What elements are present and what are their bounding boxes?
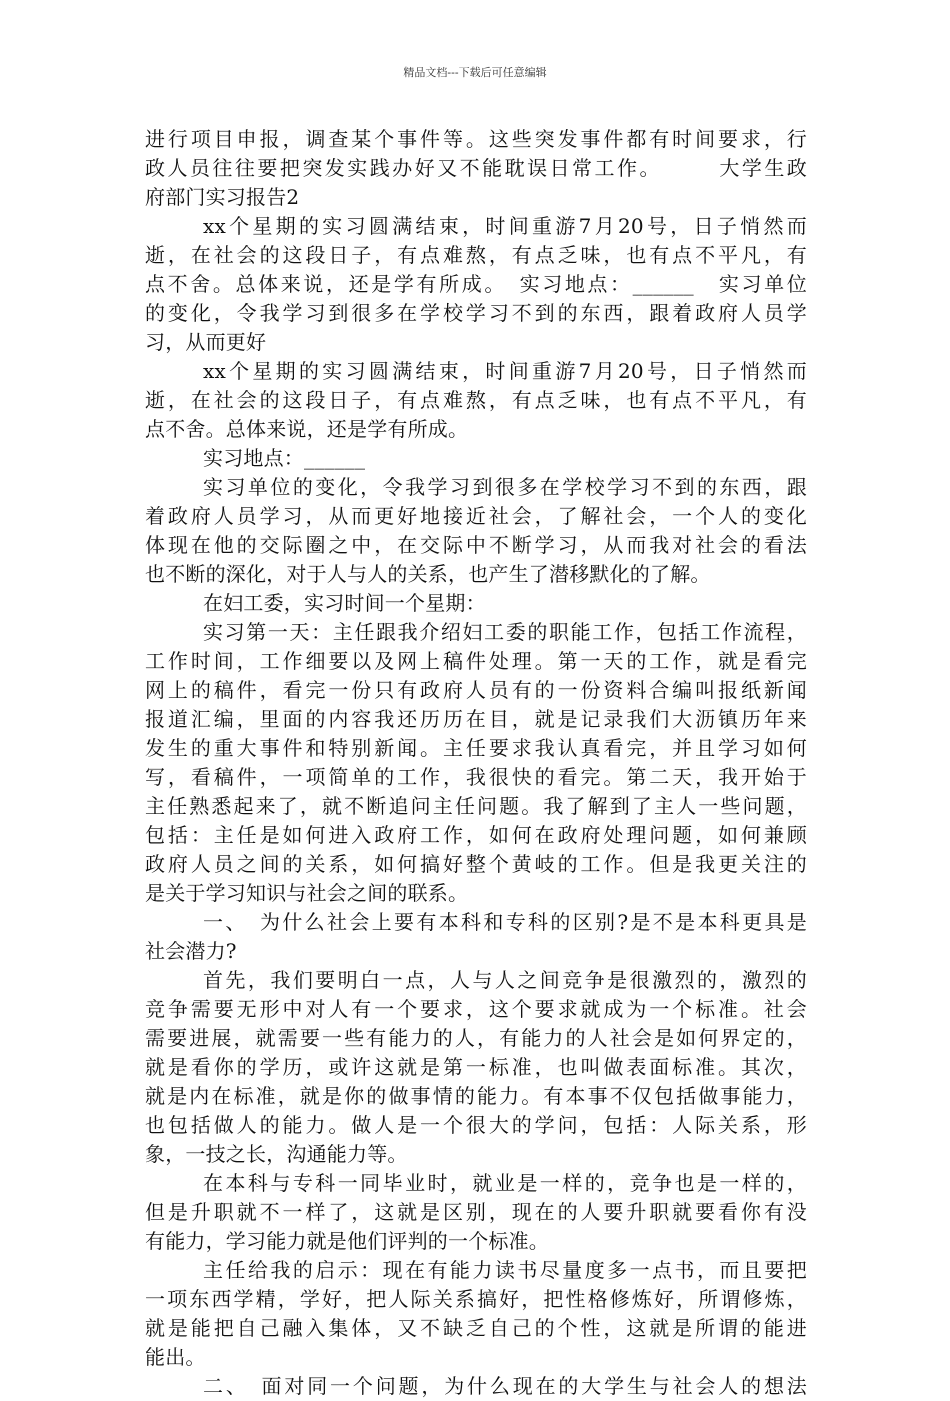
- text-line: 但是升职就不一样了，这就是区别，现在的人要升职就要看你有没: [145, 1200, 807, 1224]
- text-line: 包括：主任是如何进入政府工作，如何在政府处理问题，如何兼顾: [145, 823, 807, 847]
- text-line: 主任熟悉起来了，就不断追问主任问题。我了解到了主人一些问题，: [145, 794, 807, 818]
- text-line: 府部门实习报告2: [145, 185, 300, 209]
- document-body: [145, 125, 807, 1401]
- text-line: 点不舍。总体来说，还是学有所成。 实习地点：______ 实习单位: [145, 272, 807, 296]
- text-line: xx个星期的实习圆满结束，时间重游7月20号，日子悄然而: [203, 214, 807, 238]
- text-line: 也不断的深化，对于人与人的关系，也产生了潜移默化的了解。: [145, 562, 711, 586]
- text-line: 一项东西学精，学好，把人际关系搞好，把性格修炼好，所谓修炼，: [145, 1287, 807, 1311]
- text-line: 实习地点：______: [203, 446, 366, 470]
- text-line: 就是内在标准，就是你的做事情的能力。有本事不仅包括做事能力，: [145, 1084, 807, 1108]
- text-line: 有能力，学习能力就是他们评判的一个标准。: [145, 1229, 549, 1253]
- text-line: 首先，我们要明白一点，人与人之间竞争是很激烈的，激烈的: [203, 968, 807, 992]
- text-line: 着政府人员学习，从而更好地接近社会，了解社会，一个人的变化: [145, 504, 807, 528]
- text-line: 能出。: [145, 1345, 206, 1369]
- text-line: 政人员往往要把突发实践办好又不能耽误日常工作。 大学生政: [145, 156, 807, 180]
- text-line: 就是能把自己融入集体，又不缺乏自己的个性，这就是所谓的能进: [145, 1316, 807, 1340]
- text-line: 逝，在社会的这段日子，有点难熬，有点乏味，也有点不平凡，有: [145, 243, 807, 267]
- text-line: 点不舍。总体来说，还是学有所成。: [145, 417, 469, 441]
- text-line: 网上的稿件，看完一份只有政府人员有的一份资料合编叫报纸新闻: [145, 678, 807, 702]
- text-line: 象，一技之长，沟通能力等。: [145, 1142, 408, 1166]
- text-line: 政府人员之间的关系，如何搞好整个黄岐的工作。但是我更关注的: [145, 852, 807, 876]
- text-line: 在妇工委，实习时间一个星期：: [203, 591, 486, 615]
- text-line: 二、 面对同一个问题，为什么现在的大学生与社会人的想法: [203, 1374, 807, 1398]
- text-line: 社会潜力?: [145, 939, 237, 963]
- text-line: 逝，在社会的这段日子，有点难熬，有点乏味，也有点不平凡，有: [145, 388, 807, 412]
- text-line: 习，从而更好: [145, 330, 267, 354]
- text-line: 发生的重大事件和特别新闻。主任要求我认真看完，并且学习如何: [145, 736, 807, 760]
- text-line: 写，看稿件，一项简单的工作，我很快的看完。第二天，我开始于: [145, 765, 807, 789]
- text-line: 一、 为什么社会上要有本科和专科的区别?是不是本科更具是: [203, 910, 807, 934]
- text-line: 是关于学习知识与社会之间的联系。: [145, 881, 469, 905]
- text-line: 实习单位的变化，令我学习到很多在学校学习不到的东西，跟: [203, 475, 807, 499]
- text-line: 的变化，令我学习到很多在学校学习不到的东西，跟着政府人员学: [145, 301, 807, 325]
- text-line: xx个星期的实习圆满结束，时间重游7月20号，日子悄然而: [203, 359, 807, 383]
- text-line: 体现在他的交际圈之中，在交际中不断学习，从而我对社会的看法: [145, 533, 807, 557]
- text-line: 竞争需要无形中对人有一个要求，这个要求就成为一个标准。社会: [145, 997, 807, 1021]
- text-line: 工作时间，工作细要以及网上稿件处理。第一天的工作，就是看完: [145, 649, 807, 673]
- text-line: 实习第一天：主任跟我介绍妇工委的职能工作，包括工作流程，: [203, 620, 807, 644]
- text-line: 进行项目申报，调查某个事件等。这些突发事件都有时间要求，行: [145, 127, 807, 151]
- text-line: 在本科与专科一同毕业时，就业是一样的，竞争也是一样的，: [203, 1171, 807, 1195]
- page-header: 精品文档---下载后可任意编辑: [403, 66, 547, 79]
- text-line: 就是看你的学历，或许这就是第一标准，也叫做表面标准。其次，: [145, 1055, 807, 1079]
- text-line: 也包括做人的能力。做人是一个很大的学问，包括：人际关系，形: [145, 1113, 807, 1137]
- text-line: 需要进展，就需要一些有能力的人，有能力的人社会是如何界定的，: [145, 1026, 807, 1050]
- text-line: 报道汇编，里面的内容我还历历在目，就是记录我们大沥镇历年来: [145, 707, 807, 731]
- text-line: 主任给我的启示：现在有能力读书尽量度多一点书，而且要把: [203, 1258, 807, 1282]
